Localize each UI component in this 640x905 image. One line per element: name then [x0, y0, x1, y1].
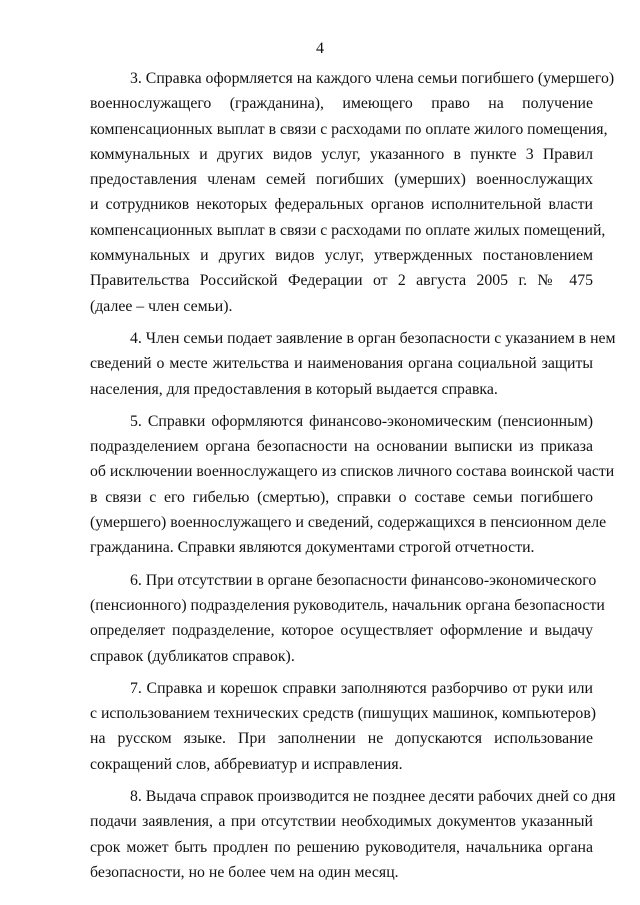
paragraph-line: 5. Справки оформляются финансово-экономическим (пенсионным) — [130, 412, 593, 430]
paragraph-gap — [90, 669, 593, 676]
paragraph-line: (пенсионного) подразделения руководитель, начальник органа безопасности — [90, 596, 605, 614]
paragraph-line: подразделением органа безопасности на основании выписки из приказа — [90, 438, 593, 456]
paragraph-line: (далее – член семьи). — [90, 297, 233, 315]
paragraph-line: коммунальных и других видов услуг, утвержденных постановлением — [90, 247, 593, 265]
paragraph-line: сведений о месте жительства и наименования органа социальной защиты — [90, 355, 593, 373]
paragraph-gap — [90, 561, 593, 568]
paragraph — [90, 409, 615, 561]
paragraph — [90, 568, 605, 669]
paragraph-line: 4. Член семьи подает заявление в орган безопасности с указанием в нем — [130, 329, 616, 347]
paragraph-line: военнослужащего (гражданина), имеющего право на получение — [90, 95, 593, 113]
paragraph-line: (умершего) военнослужащего и сведений, содержащихся в пенсионном деле — [90, 514, 607, 532]
paragraph-gap — [90, 402, 593, 409]
paragraph-line: справок (дубликатов справок). — [90, 647, 295, 665]
paragraph-line: компенсационных выплат в связи с расходами по оплате жилого помещения, — [90, 120, 608, 138]
paragraph-line: компенсационных выплат в связи с расходами по оплате жилых помещений, — [90, 221, 606, 239]
paragraph-line: 7. Справка и корешок справки заполняются разборчиво от руки или — [130, 679, 593, 697]
paragraph-line: сокращений слов, аббревиатур и исправления. — [90, 755, 403, 773]
paragraph-line: с использованием технических средств (пишущих машинок, компьютеров) — [90, 705, 597, 723]
paragraph-line: 3. Справка оформляется на каждого члена семьи погибшего (умершего) — [130, 70, 615, 87]
paragraph-line: гражданина. Справки являются документами строгой отчетности. — [90, 539, 535, 557]
paragraph-line: определяет подразделение, которое осуществляет оформление и выдачу — [90, 622, 593, 640]
paragraph-line: в связи с его гибелью (смертью), справки о составе семьи погибшего — [90, 488, 593, 506]
paragraph-line: коммунальных и других видов услуг, указанного в пункте 3 Правил — [90, 145, 593, 163]
paragraph — [90, 326, 616, 402]
paragraph-gap — [90, 777, 593, 784]
paragraph-line: об исключении военнослужащего из списков личного состава воинской части — [90, 463, 615, 481]
page-number: 4 — [316, 40, 324, 57]
paragraph-line: безопасности, но не более чем на один месяц. — [90, 863, 399, 881]
paragraph-line: на русском языке. При заполнении не допускаются использование — [90, 730, 593, 748]
paragraph-line: населения, для предоставления в который выдается справка. — [90, 380, 498, 398]
paragraph-line: подачи заявления, а при отсутствии необходимых документов указанный — [90, 813, 593, 831]
paragraph — [90, 676, 597, 777]
paragraph-line: срок может быть продлен по решению руководителя, начальника органа — [90, 838, 593, 856]
paragraph-gap — [90, 319, 593, 326]
paragraph-line: предоставления членам семей погибших (умерших) военнослужащих — [90, 171, 593, 189]
paragraph-line: 8. Выдача справок производится не позднее десяти рабочих дней со дня — [130, 788, 616, 806]
document-body — [90, 66, 616, 885]
paragraph — [90, 784, 616, 885]
paragraph-line: и сотрудников некоторых федеральных органов исполнительной власти — [90, 196, 593, 214]
paragraph-line: Правительства Российской Федерации от 2 августа 2005 г. № 475 — [90, 272, 593, 290]
paragraph-line: 6. При отсутствии в органе безопасности финансово-экономического — [130, 571, 597, 589]
paragraph — [90, 66, 615, 319]
